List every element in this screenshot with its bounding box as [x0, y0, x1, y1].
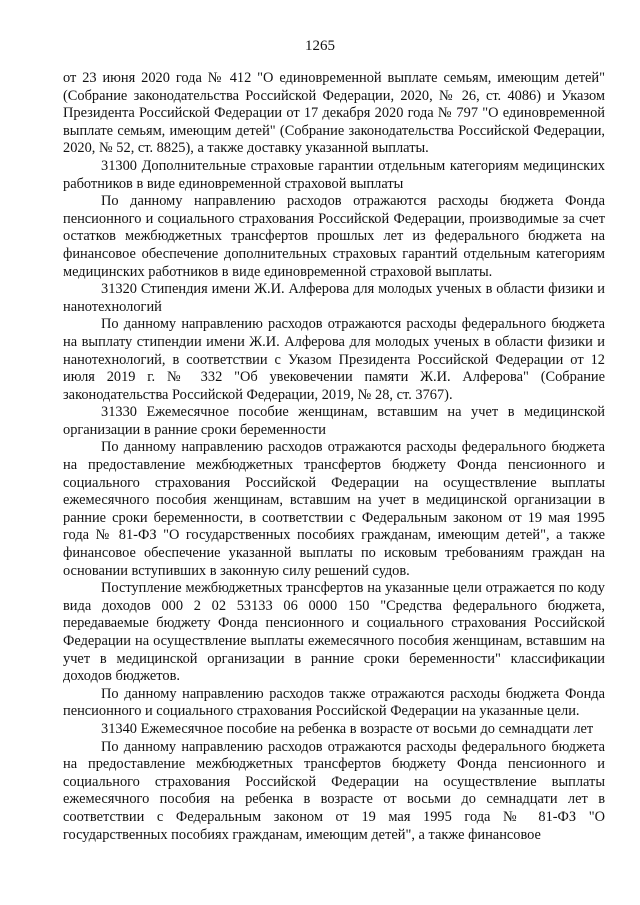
- section-heading-31300: 31300 Дополнительные страховые гарантии отдельным категориям медицинских работников в виде единовременной страховой выплаты: [63, 157, 605, 192]
- section-heading-31330: 31330 Ежемесячное пособие женщинам, вставшим на учет в медицинской организации в ранние сроки беременности: [63, 404, 605, 438]
- paragraph-31330-description: По данному направлению расходов отражаются расходы федерального бюджета на предоставление межбюджетных трансфертов бюджету Фонда пенсионного и социального страхования Российской Федерации на осуществление выплаты ежемесячного пособия женщинам, вставшим на учет в медицинской организации в ранние сроки беременности, в соответствии с Федеральным законом от 19 мая 1995 года № 81-ФЗ "О государственных пособиях гражданам, имеющим детей", а также финансовое обеспечение указанной выплаты по исковым требованиям граждан на основании вступивших в законную силу решений судов.: [63, 439, 605, 579]
- section-heading-31320: 31320 Стипендия имени Ж.И. Алферова для молодых ученых в области физики и нанотехнологий: [63, 281, 605, 315]
- paragraph-31330-income-code: Поступление межбюджетных трансфертов на указанные цели отражается по коду вида доходов 000 2 02 53133 06 0000 150 "Средства федерального бюджета, передаваемые бюджету Фонда пенсионного и социального страхования Российской Федерации на осуществление выплаты ежемесячного пособия женщинам, вставшим на учет в медицинской организации в ранние сроки беременности" классификации доходов бюджетов.: [63, 580, 605, 685]
- paragraph-31300-description: По данному направлению расходов отражаются расходы бюджета Фонда пенсионного и социального страхования Российской Федерации, производимые за счет остатков межбюджетных трансфертов прошлых лет из федерального бюджета на финансовое обеспечение дополнительных страховых гарантий отдельным категориям медицинских работников в виде единовременной страховой выплаты.: [63, 193, 605, 280]
- paragraph-31340-description: По данному направлению расходов отражаются расходы федерального бюджета на предоставление межбюджетных трансфертов бюджету Фонда пенсионного и социального страхования Российской Федерации на осуществление выплаты ежемесячного пособия на ребенка в возрасте от восьми до семнадцати лет в соответствии с Федеральным законом от 19 мая 1995 года № 81-ФЗ "О государственных пособиях гражданам, имеющим детей", а также финансовое: [63, 738, 605, 843]
- paragraph-31320-description: По данному направлению расходов отражаются расходы федерального бюджета на выплату стипендии имени Ж.И. Алферова для молодых ученых в области физики и нанотехнологий, в соответствии с Указом Президента Российской Федерации от 12 июля 2019 г. № 332 "Об увековечении памяти Ж.И. Алферова" (Собрание законодательства Российской Федерации, 2019, № 28, ст. 3767).: [63, 316, 605, 403]
- body-text: [63, 70, 605, 844]
- paragraph-continuation: от 23 июня 2020 года № 412 "О единовременной выплате семьям, имеющим детей" (Собрание законодательства Российской Федерации, 2020, № 26, ст. 4086) и Указом Президента Российской Федерации от 17 декабря 2020 года № 797 "О единовременной выплате семьям, имеющим детей" (Собрание законодательства Российской Федерации, 2020, № 52, ст. 8825), а также доставку указанной выплаты.: [63, 70, 605, 157]
- paragraph-31330-fund-expenses: По данному направлению расходов также отражаются расходы бюджета Фонда пенсионного и социального страхования Российской Федерации на указанные цели.: [63, 685, 605, 720]
- page-number: 1265: [305, 38, 335, 54]
- section-heading-31340: 31340 Ежемесячное пособие на ребенка в возрасте от восьми до семнадцати лет: [101, 720, 594, 737]
